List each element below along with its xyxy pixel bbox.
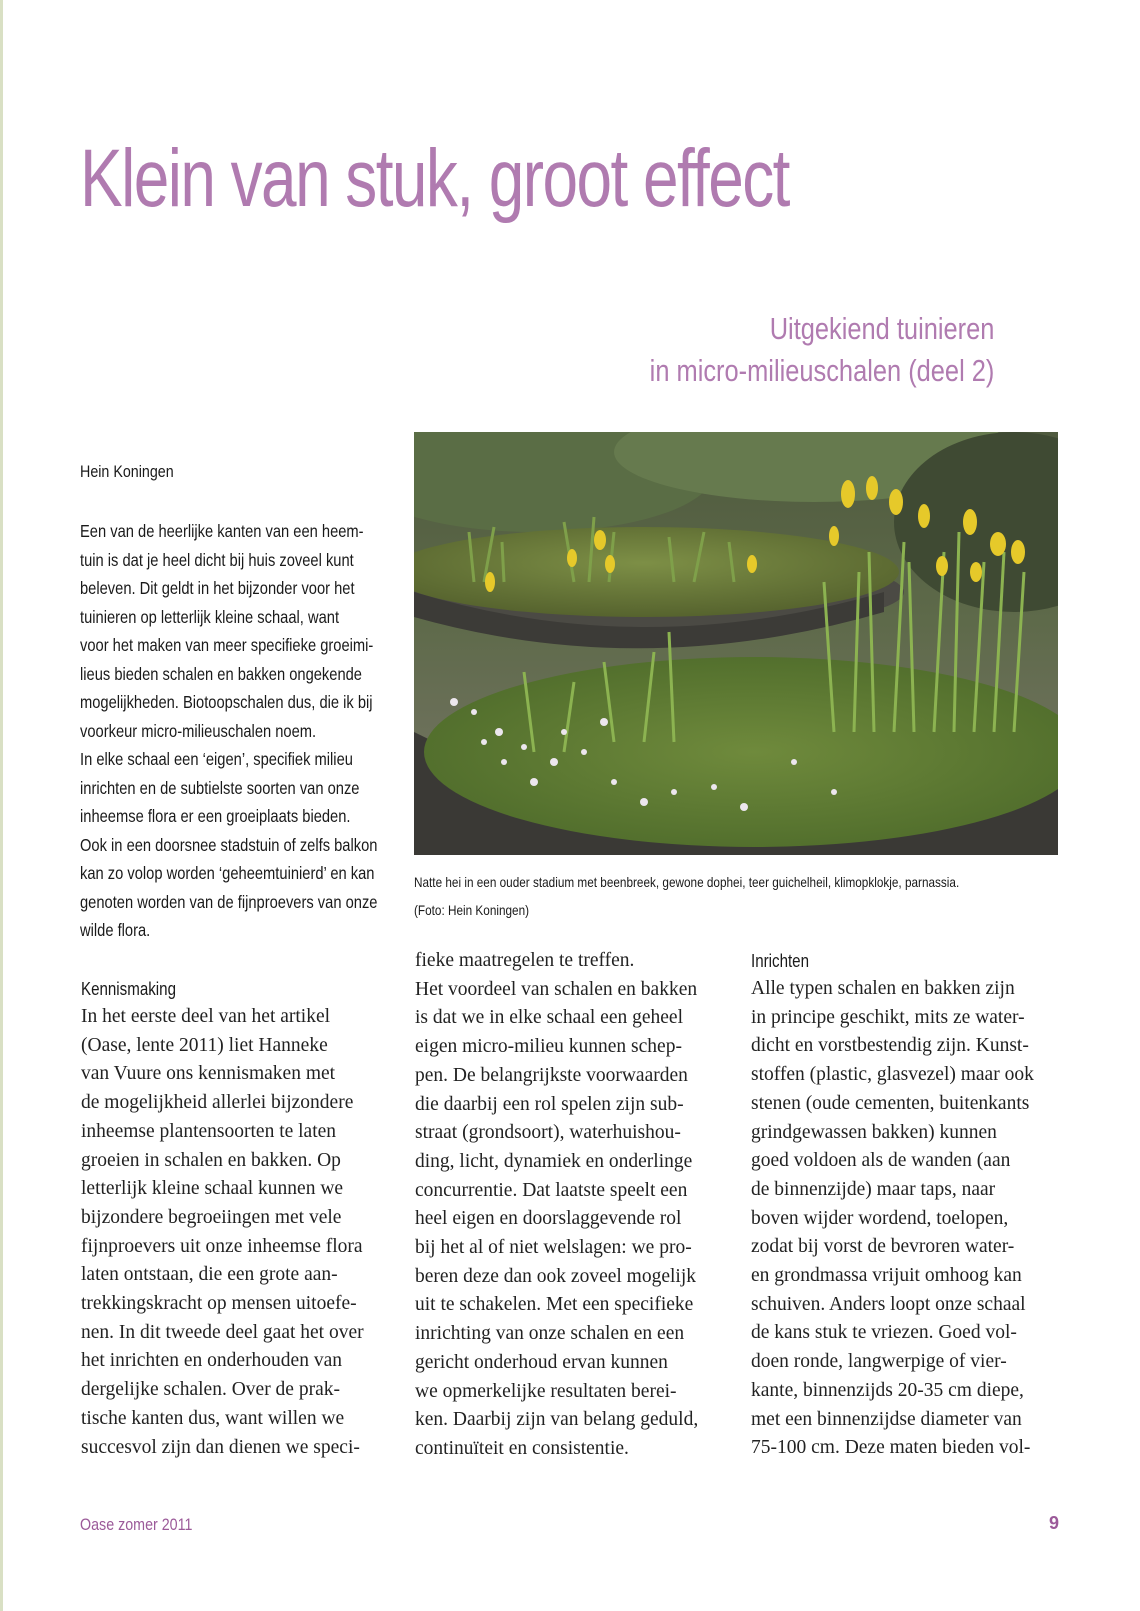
intro-line: inrichten en de subtielste soorten van onze [80, 777, 360, 798]
body-line: en grondmassa vrijuit omhoog kan [751, 1265, 1022, 1287]
body-line: concurrentie. Dat laatste speelt een [415, 1179, 688, 1201]
body-line: schuiven. Anders loopt onze schaal [751, 1293, 1026, 1315]
body-line: continuïteit en consistentie. [415, 1437, 629, 1459]
body-line: grindgewassen bakken) kunnen [751, 1121, 997, 1143]
intro-line: Een van de heerlijke kanten van een heem- [80, 521, 364, 541]
plant-bowls-photo [414, 432, 1058, 855]
body-line: inheemse plantensoorten te laten [81, 1120, 337, 1142]
body-line: we opmerkelijke resultaten berei- [415, 1380, 677, 1402]
photo-caption [414, 868, 1027, 924]
body-line: 75-100 cm. Deze maten bieden vol- [751, 1437, 1031, 1459]
intro-line: lieus bieden schalen en bakken ongekende [80, 663, 362, 684]
page-number: 9 [1049, 1513, 1060, 1533]
body-line: laten ontstaan, die een grote aan- [81, 1264, 338, 1286]
caption-credit: (Foto: Hein Koningen) [414, 902, 530, 918]
body-line: gericht onderhoud ervan kunnen [415, 1351, 668, 1373]
body-line: inrichting van onze schalen en een [415, 1323, 685, 1345]
subtitle-line: Uitgekiend tuinieren [769, 311, 994, 346]
body-line: uit te schakelen. Met een specifieke [415, 1294, 694, 1316]
body-line: is dat we in elke schaal een geheel [415, 1007, 684, 1029]
page-edge-strip [0, 0, 3, 1611]
body-line: dergelijke schalen. Over de prak- [81, 1379, 340, 1401]
body-line: (Oase, lente 2011) liet Hanneke [81, 1034, 328, 1056]
body-line: tische kanten dus, want willen we [81, 1407, 345, 1429]
intro-line: In elke schaal een ‘eigen’, specifiek milieu [80, 749, 353, 769]
intro-line: genoten worden van de fijnproevers van onze [80, 891, 378, 912]
body-line: de kans stuk te vriezen. Goed vol- [751, 1322, 1017, 1344]
body-line: In het eerste deel van het artikel [81, 1006, 331, 1027]
body-line: goed voldoen als de wanden (aan [751, 1150, 1011, 1172]
subtitle-line: in micro-milieuschalen (deel 2) [649, 353, 994, 388]
intro-line: Ook in een doorsnee stadstuin of zelfs balkon [80, 834, 378, 855]
intro-line: inheemse flora er een groeiplaats bieden. [80, 806, 351, 826]
intro-line: tuinieren op letterlijk kleine schaal, want [80, 606, 340, 627]
author-name: Hein Koningen [80, 462, 174, 481]
body-line: boven wijder wordend, toelopen, [751, 1207, 1009, 1229]
body-line: straat (grondsoort), waterhuishou- [415, 1122, 681, 1144]
body-line: Het voordeel van schalen en bakken [415, 978, 698, 1000]
body-line: letterlijk kleine schaal kunnen we [81, 1178, 344, 1200]
body-line: dicht en vorstbestendig zijn. Kunst- [751, 1035, 1029, 1057]
body-line: pen. De belangrijkste voorwaarden [415, 1064, 688, 1086]
intro-paragraph [80, 517, 379, 945]
intro-line: wilde flora. [80, 920, 151, 940]
body-line: stenen (oude cementen, buitenkants [751, 1092, 1030, 1114]
body-line: nen. In dit tweede deel gaat het over [81, 1321, 364, 1343]
intro-line: voor het maken van meer specifieke groeimi- [80, 635, 374, 655]
body-line: de binnenzijde) maar taps, naar [751, 1178, 996, 1200]
body-line: beren deze dan ook zoveel mogelijk [415, 1265, 697, 1287]
text-column-2 [415, 947, 698, 1464]
body-line: Alle typen schalen en bakken zijn [751, 978, 1015, 999]
body-line: groeien in schalen en bakken. Op [81, 1149, 341, 1171]
body-line: heel eigen en doorslaggevende rol [415, 1208, 682, 1230]
body-line: in principe geschikt, mits ze water- [751, 1006, 1025, 1028]
body-line: het inrichten en onderhouden van [81, 1350, 342, 1372]
body-line: van Vuure ons kennismaken met [81, 1063, 336, 1085]
body-line: stoffen (plastic, glasvezel) maar ook [751, 1064, 1034, 1086]
body-line: eigen micro-milieu kunnen schep- [415, 1036, 682, 1058]
text-column-1 [81, 975, 364, 1462]
body-line: bijzondere begroeiingen met vele [81, 1206, 342, 1228]
article-title: Klein van stuk, groot effect [80, 133, 789, 224]
section-heading-inrichten: Inrichten [751, 951, 809, 971]
body-line: kante, binnenzijds 20-35 cm diepe, [751, 1379, 1024, 1401]
body-line: de mogelijkheid allerlei bijzondere [81, 1092, 354, 1114]
intro-line: mogelijkheden. Biotoopschalen dus, die ik bij [80, 692, 373, 712]
intro-line: voorkeur micro-milieuschalen noem. [80, 720, 317, 741]
body-line: die daarbij een rol spelen zijn sub- [415, 1093, 684, 1115]
body-line: bij het al of niet welslagen: we pro- [415, 1237, 692, 1259]
intro-line: kan zo volop worden ‘geheemtuinierd’ en kan [80, 863, 375, 883]
section-heading-kennismaking: Kennismaking [81, 979, 176, 999]
intro-line: beleven. Dit geldt in het bijzonder voor het [80, 578, 355, 598]
footer-publication: Oase zomer 2011 [80, 1515, 193, 1534]
body-line: succesvol zijn dan dienen we speci- [81, 1436, 360, 1458]
body-line: trekkingskracht op mensen uitoefe- [81, 1293, 357, 1315]
body-line: ding, licht, dynamiek en onderlinge [415, 1150, 693, 1172]
body-line: ken. Daarbij zijn van belang geduld, [415, 1409, 699, 1431]
body-line: zodat bij vorst de bevroren water- [751, 1236, 1015, 1258]
caption-line: Natte hei in een ouder stadium met beenbreek, gewone dophei, teer guichelheil, klimopklokje, parnassia. [414, 874, 960, 890]
body-line: doen ronde, langwerpige of vier- [751, 1351, 1007, 1373]
article-subtitle [649, 308, 994, 392]
body-line: fijnproevers uit onze inheemse flora [81, 1235, 363, 1257]
text-column-3 [751, 947, 1034, 1463]
body-line: met een binnenzijdse diameter van [751, 1408, 1022, 1430]
intro-line: tuin is dat je heel dicht bij huis zoveel kunt [80, 549, 354, 570]
body-line: fieke maatregelen te treffen. [415, 950, 635, 971]
